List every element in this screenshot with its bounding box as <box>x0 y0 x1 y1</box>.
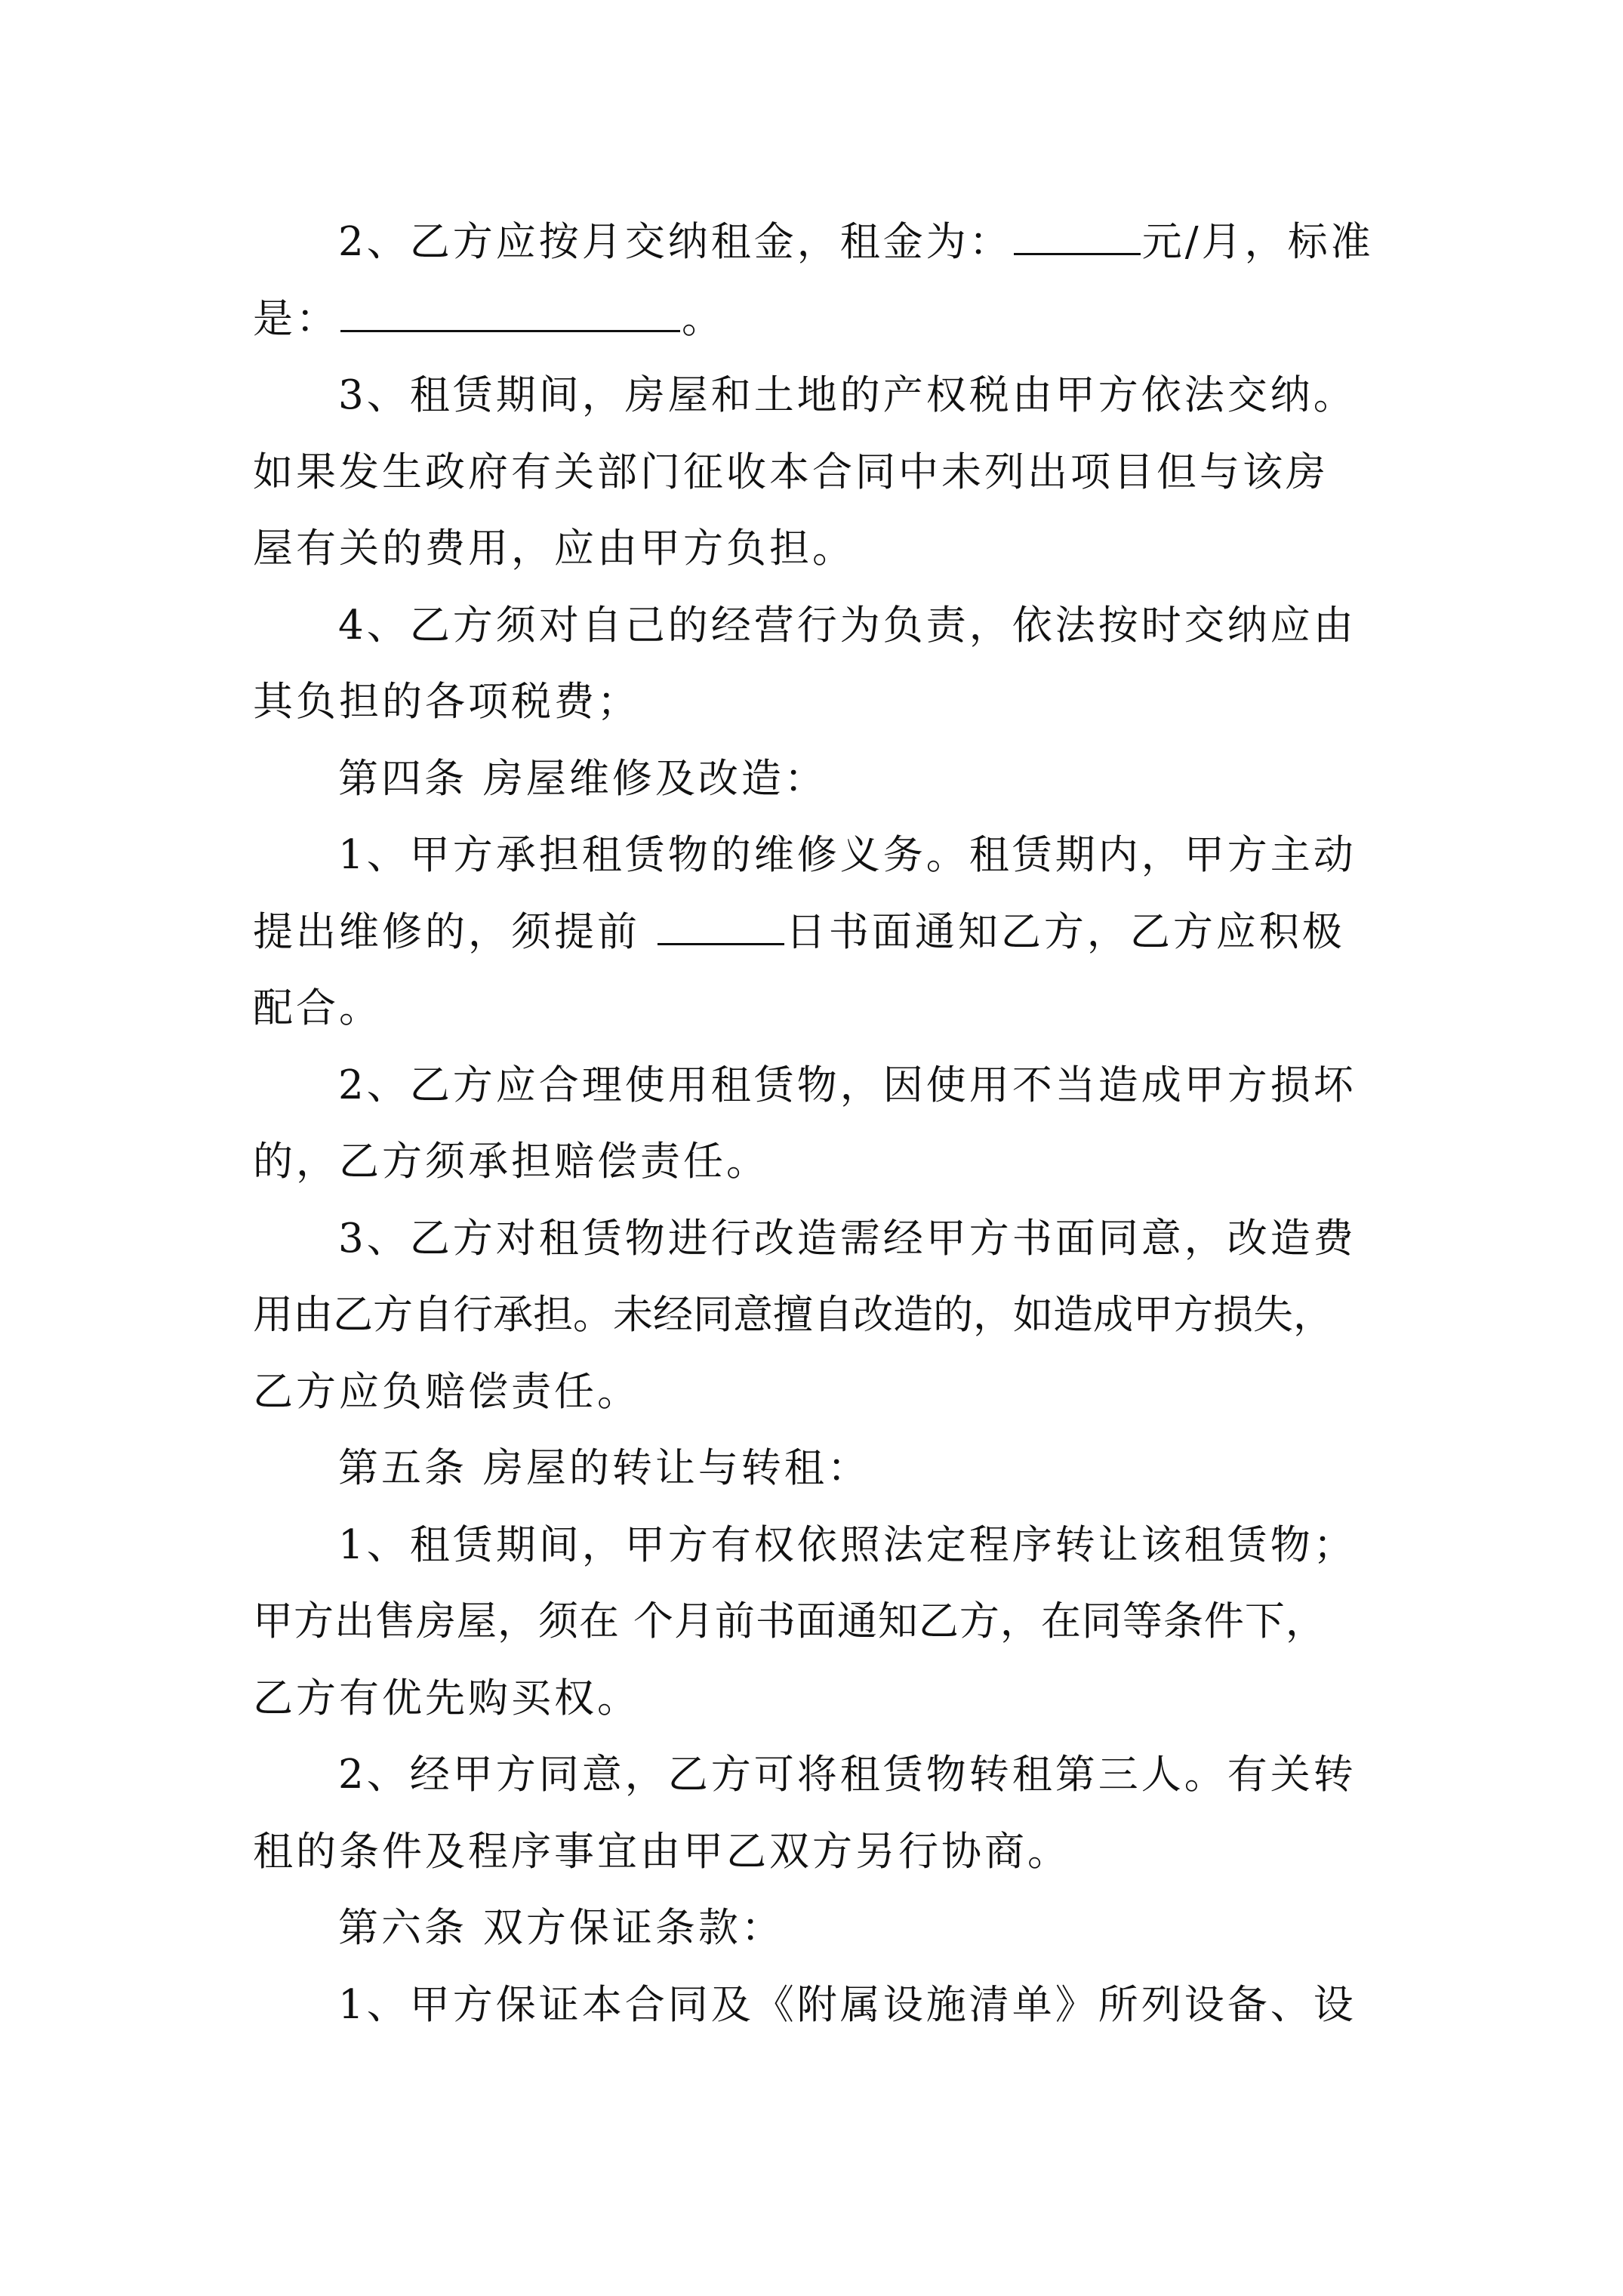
paragraph-line: 1、租赁期间，甲方有权依照法定程序转让该租赁物； <box>338 1521 1357 1568</box>
rent-clause-text: 2、乙方应按月交纳租金，租金为： <box>338 219 1012 265</box>
section-heading: 第六条 双方保证条款： <box>338 1905 784 1951</box>
paragraph-line: 1、甲方承担租赁物的维修义务。租赁期内，甲方主动 <box>338 832 1357 878</box>
paragraph-line: 3、租赁期间，房屋和土地的产权税由甲方依法交纳。 <box>338 372 1357 418</box>
paragraph-line: 的，乙方须承担赔偿责任。 <box>253 1139 769 1185</box>
document-body <box>253 204 1378 2043</box>
paragraph-line: 1、甲方保证本合同及《附属设施清单》所列设备、设 <box>338 1981 1357 2028</box>
rent-clause-unit: 元/月，标准 <box>1141 219 1374 265</box>
paragraph-line: 乙方有优先购买权。 <box>253 1675 640 1721</box>
repair-days-blank <box>658 907 784 945</box>
paragraph-line: 甲方出售房屋，须在 个月前书面通知乙方，在同等条件下， <box>253 1598 1326 1644</box>
paragraph-line: 3、乙方对租赁物进行改造需经甲方书面同意，改造费 <box>338 1215 1357 1262</box>
section-heading: 第五条 房屋的转让与转租： <box>338 1445 870 1491</box>
paragraph-line <box>253 204 1378 281</box>
standard-period: 。 <box>682 295 725 342</box>
paragraph-line: 4、乙方须对自己的经营行为负责，依法按时交纳应由 <box>338 602 1357 649</box>
repair-notice-rest: 日书面通知乙方，乙方应积极 <box>785 908 1345 955</box>
paragraph-line: 2、乙方应合理使用租赁物，因使用不当造成甲方损坏 <box>338 1062 1357 1108</box>
paragraph-line: 2、经甲方同意，乙方可将租赁物转租第三人。有关转 <box>338 1752 1357 1798</box>
repair-notice-text: 提出维修的，须提前 <box>253 908 640 955</box>
paragraph-line: 用由乙方自行承担。未经同意擅自改造的，如造成甲方损失， <box>253 1292 1333 1338</box>
paragraph-line: 如果发生政府有关部门征收本合同中未列出项目但与该房 <box>253 448 1329 495</box>
standard-blank <box>340 294 680 332</box>
paragraph-line: 配合。 <box>253 985 382 1031</box>
paragraph-line: 乙方应负赔偿责任。 <box>253 1368 640 1415</box>
section-heading: 第四条 房屋维修及改造： <box>338 755 827 802</box>
paragraph-line <box>253 281 1378 358</box>
rent-amount-blank <box>1014 217 1141 255</box>
paragraph-line: 其负担的各项税费； <box>253 679 640 725</box>
paragraph-line: 屋有关的费用，应由甲方负担。 <box>253 525 855 572</box>
paragraph-line <box>253 894 1378 971</box>
standard-label: 是： <box>253 295 339 342</box>
paragraph-line: 租的条件及程序事宜由甲乙双方另行协商。 <box>253 1828 1070 1875</box>
